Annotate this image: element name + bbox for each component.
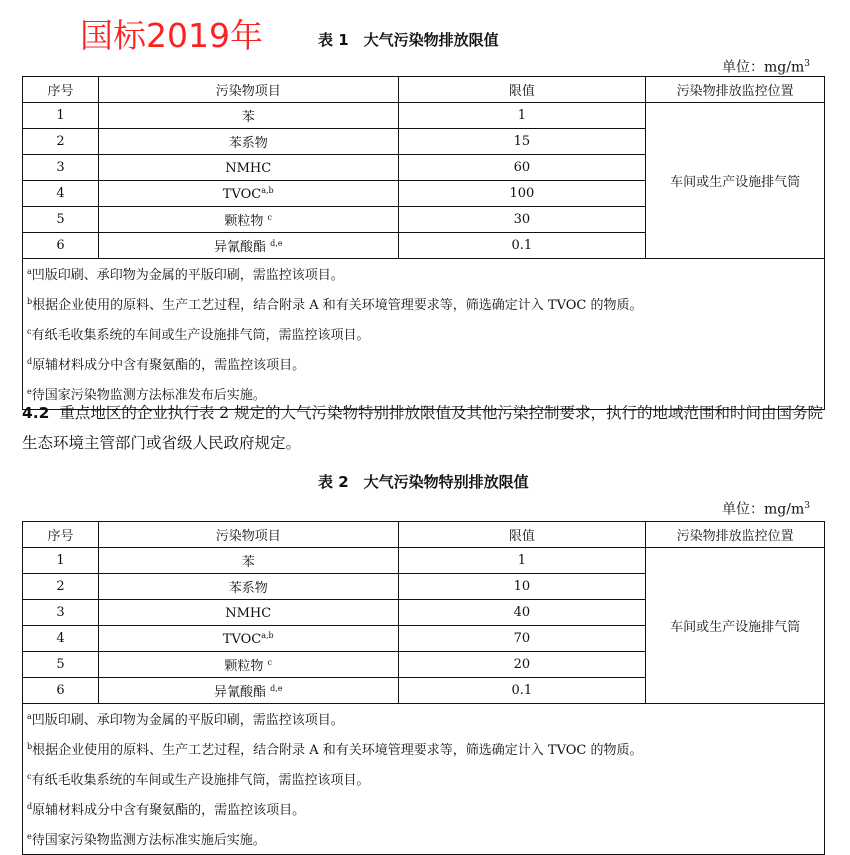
cell-no: 3 — [23, 155, 99, 181]
cell-no: 6 — [23, 678, 99, 704]
cell-no: 4 — [23, 181, 99, 207]
section-4-2-paragraph — [22, 398, 832, 458]
section-number: 4.2 — [22, 404, 50, 422]
col-header-limit: 限值 — [398, 77, 646, 103]
cell-no: 4 — [23, 626, 99, 652]
footnote-d: $^d$原辅材料成分中含有聚氨酯的，需监控该项目。 — [27, 357, 306, 373]
col-header-location: 污染物排放监控位置 — [646, 77, 825, 103]
cell-item: 颗粒物 $^c$ — [98, 652, 398, 678]
cell-item: 苯系物 — [98, 129, 398, 155]
col-header-location: 污染物排放监控位置 — [646, 522, 825, 548]
cell-item: NMHC — [98, 155, 398, 181]
col-header-no: 序号 — [23, 77, 99, 103]
footnote-d: $^d$原辅材料成分中含有聚氨酯的，需监控该项目。 — [27, 802, 306, 818]
cell-item: 颗粒物 $^c$ — [98, 207, 398, 233]
cell-no: 2 — [23, 574, 99, 600]
cell-limit: 40 — [398, 600, 646, 626]
table-notes-row — [23, 704, 825, 855]
footnote-e: $^e$待国家污染物监测方法标准实施后实施。 — [27, 832, 266, 848]
col-header-no: 序号 — [23, 522, 99, 548]
table1-caption: 表 1 大气污染物排放限值 — [318, 31, 499, 49]
table-header-row — [23, 77, 825, 103]
footnote-a: $^a$凹版印刷、承印物为金属的平版印刷，需监控该项目。 — [27, 267, 344, 283]
table1-unit: 单位：$mg/m^3$ — [722, 59, 810, 76]
cell-item: TVOC$^{a,b}$ — [98, 181, 398, 207]
cell-item: 异氰酸酯 $^{d,e}$ — [98, 678, 398, 704]
cell-limit: 10 — [398, 574, 646, 600]
table2-footnotes — [23, 704, 825, 855]
footnote-c: $^c$有纸毛收集系统的车间或生产设施排气筒，需监控该项目。 — [27, 772, 370, 788]
cell-location: 车间或生产设施排气筒 — [646, 103, 825, 259]
footnote-b: $^b$根据企业使用的原料、生产工艺过程，结合附录 A 和有关环境管理要求等，筛选确定计入 TVOC 的物质。 — [27, 297, 643, 313]
cell-limit: 1 — [398, 103, 646, 129]
cell-no: 6 — [23, 233, 99, 259]
cell-no: 1 — [23, 103, 99, 129]
cell-no: 2 — [23, 129, 99, 155]
table2-unit: 单位：$mg/m^3$ — [722, 501, 810, 518]
table1 — [22, 76, 825, 410]
cell-item: 苯 — [98, 103, 398, 129]
cell-item: TVOC$^{a,b}$ — [98, 626, 398, 652]
cell-limit: 0.1 — [398, 678, 646, 704]
cell-no: 3 — [23, 600, 99, 626]
cell-limit: 20 — [398, 652, 646, 678]
footnote-e: $^e$待国家污染物监测方法标准发布后实施。 — [27, 387, 266, 403]
col-header-item: 污染物项目 — [98, 77, 398, 103]
table-row — [23, 103, 825, 129]
footnote-c: $^c$有纸毛收集系统的车间或生产设施排气筒，需监控该项目。 — [27, 327, 370, 343]
cell-limit: 0.1 — [398, 233, 646, 259]
footnote-b: $^b$根据企业使用的原料、生产工艺过程，结合附录 A 和有关环境管理要求等，筛选确定计入 TVOC 的物质。 — [27, 742, 643, 758]
cell-no: 5 — [23, 207, 99, 233]
cell-limit: 70 — [398, 626, 646, 652]
cell-item: 苯系物 — [98, 574, 398, 600]
table-notes-row — [23, 259, 825, 410]
cell-item: 苯 — [98, 548, 398, 574]
cell-limit: 100 — [398, 181, 646, 207]
cell-limit: 1 — [398, 548, 646, 574]
red-annotation-label: 国标2019年 — [80, 16, 263, 55]
cell-item: 异氰酸酯 $^{d,e}$ — [98, 233, 398, 259]
cell-limit: 30 — [398, 207, 646, 233]
table-header-row — [23, 522, 825, 548]
cell-location: 车间或生产设施排气筒 — [646, 548, 825, 704]
cell-limit: 60 — [398, 155, 646, 181]
col-header-item: 污染物项目 — [98, 522, 398, 548]
col-header-limit: 限值 — [398, 522, 646, 548]
cell-item: NMHC — [98, 600, 398, 626]
cell-no: 5 — [23, 652, 99, 678]
table2-caption: 表 2 大气污染物特别排放限值 — [318, 473, 529, 491]
cell-limit: 15 — [398, 129, 646, 155]
section-text: 重点地区的企业执行表 2 规定的大气污染物特别排放限值及其他污染控制要求，执行的地域范围和时间由国务院生态环境主管部门或省级人民政府规定。 — [22, 404, 824, 452]
table1-footnotes — [23, 259, 825, 410]
table2 — [22, 521, 825, 855]
table-row — [23, 548, 825, 574]
cell-no: 1 — [23, 548, 99, 574]
footnote-a: $^a$凹版印刷、承印物为金属的平版印刷，需监控该项目。 — [27, 712, 344, 728]
